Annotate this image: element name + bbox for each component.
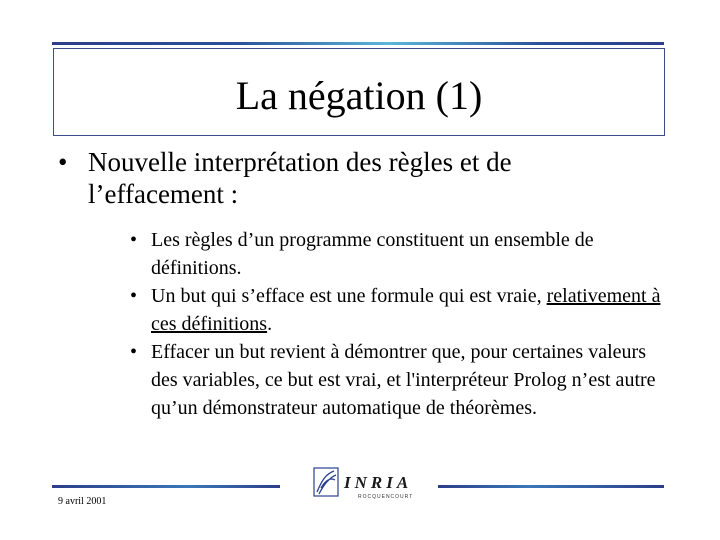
sub-bullet-text-end: . bbox=[267, 313, 273, 335]
sub-bullet-text: Un but qui s’efface est une formule qui est vraie, bbox=[151, 285, 547, 307]
bullet-marker: • bbox=[58, 147, 68, 177]
footer-line-right bbox=[438, 485, 664, 488]
slide-title: La négation (1) bbox=[235, 73, 483, 118]
bullet-marker: • bbox=[130, 285, 138, 307]
main-bullet bbox=[58, 146, 618, 210]
footer-line-left bbox=[52, 485, 280, 488]
sub-bullet-list bbox=[130, 226, 670, 422]
bullet-marker: • bbox=[130, 229, 138, 251]
sub-bullet-text: Les règles d’un programme constituent un ensemble de définitions. bbox=[151, 229, 594, 279]
sub-bullet-item bbox=[130, 338, 670, 422]
inria-logo bbox=[312, 466, 422, 500]
sub-bullet-item bbox=[130, 226, 670, 282]
footer-date: 9 avril 2001 bbox=[58, 496, 107, 507]
sub-bullet-item bbox=[130, 282, 670, 338]
title-box bbox=[53, 48, 665, 136]
main-bullet-text: Nouvelle interprétation des règles et de l’effacement : bbox=[88, 147, 512, 209]
bullet-marker: • bbox=[130, 341, 138, 363]
logo-wordmark: INRIA bbox=[344, 473, 413, 492]
logo-subtext: ROCQUENCOURT bbox=[358, 494, 414, 500]
underlined-phrase: relativement à ces définitions bbox=[151, 285, 661, 335]
sub-bullet-text: Effacer un but revient à démontrer que, pour certaines valeurs des variables, ce but est vrai, et l'interpréteur Prolog n’est autre qu’un démonstrateur automatique de théorèmes. bbox=[151, 341, 656, 419]
top-divider-line bbox=[52, 42, 664, 45]
